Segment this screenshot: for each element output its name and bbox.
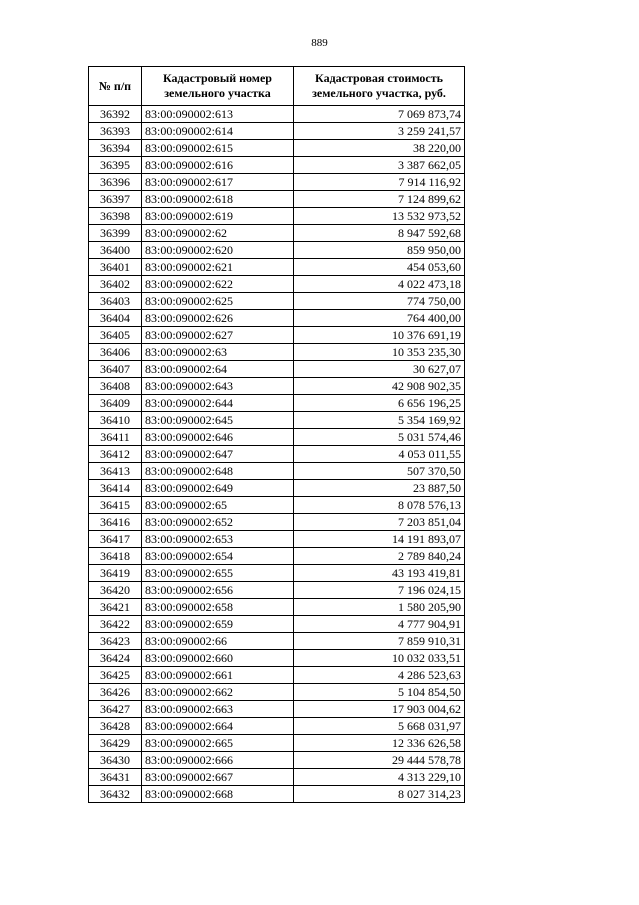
table-header-row: [89, 67, 465, 106]
row-number-cell: 36405: [89, 327, 142, 344]
cadastral-number-cell: 83:00:090002:627: [142, 327, 294, 344]
table-row: [89, 582, 465, 599]
cadastral-value-cell: 14 191 893,07: [294, 531, 465, 548]
row-number-cell: 36400: [89, 242, 142, 259]
row-number-cell: 36428: [89, 718, 142, 735]
cadastral-number-cell: 83:00:090002:660: [142, 650, 294, 667]
row-number-cell: 36407: [89, 361, 142, 378]
row-number-cell: 36414: [89, 480, 142, 497]
table-row: [89, 786, 465, 803]
cadastral-number-cell: 83:00:090002:63: [142, 344, 294, 361]
row-number-cell: 36418: [89, 548, 142, 565]
table-row: [89, 327, 465, 344]
row-number-cell: 36416: [89, 514, 142, 531]
row-number-cell: 36393: [89, 123, 142, 140]
row-number-cell: 36420: [89, 582, 142, 599]
cadastral-value-cell: 4 286 523,63: [294, 667, 465, 684]
row-number-cell: 36423: [89, 633, 142, 650]
table-row: [89, 531, 465, 548]
cadastral-number-cell: 83:00:090002:653: [142, 531, 294, 548]
cadastral-number-cell: 83:00:090002:620: [142, 242, 294, 259]
cadastral-number-cell: 83:00:090002:652: [142, 514, 294, 531]
row-number-cell: 36432: [89, 786, 142, 803]
cadastral-value-cell: 8 027 314,23: [294, 786, 465, 803]
cadastral-number-cell: 83:00:090002:647: [142, 446, 294, 463]
cadastral-value-cell: 3 387 662,05: [294, 157, 465, 174]
cadastral-number-cell: 83:00:090002:666: [142, 752, 294, 769]
table-row: [89, 378, 465, 395]
row-number-cell: 36424: [89, 650, 142, 667]
cadastral-value-cell: 3 259 241,57: [294, 123, 465, 140]
table-row: [89, 106, 465, 123]
table-row: [89, 701, 465, 718]
row-number-cell: 36431: [89, 769, 142, 786]
cadastral-number-cell: 83:00:090002:646: [142, 429, 294, 446]
row-number-cell: 36404: [89, 310, 142, 327]
cadastral-value-cell: 5 354 169,92: [294, 412, 465, 429]
cadastral-number-cell: 83:00:090002:664: [142, 718, 294, 735]
table-body: [89, 106, 465, 803]
cadastral-value-cell: 10 032 033,51: [294, 650, 465, 667]
cadastral-number-cell: 83:00:090002:659: [142, 616, 294, 633]
cadastral-value-cell: 7 196 024,15: [294, 582, 465, 599]
row-number-cell: 36399: [89, 225, 142, 242]
cadastral-value-cell: 2 789 840,24: [294, 548, 465, 565]
row-number-cell: 36396: [89, 174, 142, 191]
table-row: [89, 140, 465, 157]
cadastral-number-cell: 83:00:090002:64: [142, 361, 294, 378]
cadastral-value-cell: 7 069 873,74: [294, 106, 465, 123]
cadastral-value-cell: 4 777 904,91: [294, 616, 465, 633]
cadastral-number-cell: 83:00:090002:622: [142, 276, 294, 293]
cadastral-value-cell: 5 668 031,97: [294, 718, 465, 735]
cadastral-number-cell: 83:00:090002:668: [142, 786, 294, 803]
header-cadastral-value: Кадастровая стоимость земельного участка, руб.: [294, 67, 465, 106]
row-number-cell: 36419: [89, 565, 142, 582]
table-row: [89, 344, 465, 361]
cadastral-number-cell: 83:00:090002:644: [142, 395, 294, 412]
cadastral-value-cell: 507 370,50: [294, 463, 465, 480]
cadastral-number-cell: 83:00:090002:618: [142, 191, 294, 208]
cadastral-number-cell: 83:00:090002:654: [142, 548, 294, 565]
table-row: [89, 446, 465, 463]
table-row: [89, 242, 465, 259]
cadastral-number-cell: 83:00:090002:62: [142, 225, 294, 242]
cadastral-value-cell: 7 914 116,92: [294, 174, 465, 191]
table-row: [89, 548, 465, 565]
table-row: [89, 514, 465, 531]
row-number-cell: 36395: [89, 157, 142, 174]
cadastral-number-cell: 83:00:090002:655: [142, 565, 294, 582]
row-number-cell: 36429: [89, 735, 142, 752]
table-row: [89, 208, 465, 225]
table-row: [89, 463, 465, 480]
cadastral-number-cell: 83:00:090002:616: [142, 157, 294, 174]
cadastral-number-cell: 83:00:090002:648: [142, 463, 294, 480]
cadastral-value-cell: 43 193 419,81: [294, 565, 465, 582]
cadastral-value-cell: 29 444 578,78: [294, 752, 465, 769]
cadastral-value-cell: 12 336 626,58: [294, 735, 465, 752]
row-number-cell: 36402: [89, 276, 142, 293]
row-number-cell: 36412: [89, 446, 142, 463]
cadastral-value-cell: 13 532 973,52: [294, 208, 465, 225]
cadastral-value-cell: 23 887,50: [294, 480, 465, 497]
table-row: [89, 667, 465, 684]
table-row: [89, 497, 465, 514]
cadastral-value-cell: 17 903 004,62: [294, 701, 465, 718]
table-row: [89, 480, 465, 497]
table-row: [89, 412, 465, 429]
cadastral-value-cell: 42 908 902,35: [294, 378, 465, 395]
table-row: [89, 650, 465, 667]
table-row: [89, 259, 465, 276]
table-row: [89, 276, 465, 293]
cadastral-number-cell: 83:00:090002:625: [142, 293, 294, 310]
row-number-cell: 36422: [89, 616, 142, 633]
cadastral-value-cell: 6 656 196,25: [294, 395, 465, 412]
table-row: [89, 752, 465, 769]
table-row: [89, 395, 465, 412]
cadastral-value-cell: 774 750,00: [294, 293, 465, 310]
row-number-cell: 36403: [89, 293, 142, 310]
table-row: [89, 718, 465, 735]
cadastral-value-cell: 38 220,00: [294, 140, 465, 157]
cadastral-number-cell: 83:00:090002:613: [142, 106, 294, 123]
table-row: [89, 684, 465, 701]
cadastral-number-cell: 83:00:090002:663: [142, 701, 294, 718]
table-row: [89, 293, 465, 310]
cadastral-value-cell: 7 203 851,04: [294, 514, 465, 531]
row-number-cell: 36409: [89, 395, 142, 412]
header-cadastral-number: Кадастровый номер земельного участка: [142, 67, 294, 106]
cadastral-value-cell: 8 947 592,68: [294, 225, 465, 242]
cadastral-number-cell: 83:00:090002:658: [142, 599, 294, 616]
row-number-cell: 36417: [89, 531, 142, 548]
cadastral-value-cell: 4 313 229,10: [294, 769, 465, 786]
cadastral-value-table: [88, 66, 465, 803]
table-row: [89, 157, 465, 174]
row-number-cell: 36392: [89, 106, 142, 123]
cadastral-number-cell: 83:00:090002:66: [142, 633, 294, 650]
cadastral-value-cell: 7 124 899,62: [294, 191, 465, 208]
table-row: [89, 225, 465, 242]
cadastral-value-cell: 5 104 854,50: [294, 684, 465, 701]
cadastral-number-cell: 83:00:090002:667: [142, 769, 294, 786]
cadastral-value-cell: 7 859 910,31: [294, 633, 465, 650]
cadastral-number-cell: 83:00:090002:645: [142, 412, 294, 429]
cadastral-number-cell: 83:00:090002:65: [142, 497, 294, 514]
row-number-cell: 36410: [89, 412, 142, 429]
table-row: [89, 361, 465, 378]
table-row: [89, 123, 465, 140]
cadastral-value-cell: 5 031 574,46: [294, 429, 465, 446]
cadastral-number-cell: 83:00:090002:662: [142, 684, 294, 701]
cadastral-number-cell: 83:00:090002:656: [142, 582, 294, 599]
cadastral-value-cell: 764 400,00: [294, 310, 465, 327]
cadastral-number-cell: 83:00:090002:626: [142, 310, 294, 327]
cadastral-number-cell: 83:00:090002:621: [142, 259, 294, 276]
cadastral-value-cell: 30 627,07: [294, 361, 465, 378]
table-row: [89, 174, 465, 191]
cadastral-value-cell: 4 053 011,55: [294, 446, 465, 463]
row-number-cell: 36427: [89, 701, 142, 718]
row-number-cell: 36430: [89, 752, 142, 769]
cadastral-number-cell: 83:00:090002:643: [142, 378, 294, 395]
cadastral-number-cell: 83:00:090002:615: [142, 140, 294, 157]
cadastral-value-cell: 454 053,60: [294, 259, 465, 276]
row-number-cell: 36411: [89, 429, 142, 446]
cadastral-number-cell: 83:00:090002:665: [142, 735, 294, 752]
table-row: [89, 310, 465, 327]
row-number-cell: 36406: [89, 344, 142, 361]
cadastral-value-cell: 859 950,00: [294, 242, 465, 259]
cadastral-number-cell: 83:00:090002:617: [142, 174, 294, 191]
row-number-cell: 36394: [89, 140, 142, 157]
table-row: [89, 429, 465, 446]
row-number-cell: 36401: [89, 259, 142, 276]
table-row: [89, 633, 465, 650]
cadastral-number-cell: 83:00:090002:619: [142, 208, 294, 225]
table-row: [89, 769, 465, 786]
row-number-cell: 36397: [89, 191, 142, 208]
table-row: [89, 735, 465, 752]
table-row: [89, 565, 465, 582]
row-number-cell: 36413: [89, 463, 142, 480]
table-row: [89, 599, 465, 616]
row-number-cell: 36398: [89, 208, 142, 225]
page-number: 889: [311, 37, 328, 49]
cadastral-value-cell: 10 376 691,19: [294, 327, 465, 344]
table-row: [89, 616, 465, 633]
cadastral-number-cell: 83:00:090002:614: [142, 123, 294, 140]
row-number-cell: 36408: [89, 378, 142, 395]
row-number-cell: 36426: [89, 684, 142, 701]
cadastral-number-cell: 83:00:090002:661: [142, 667, 294, 684]
cadastral-number-cell: 83:00:090002:649: [142, 480, 294, 497]
table-row: [89, 191, 465, 208]
row-number-cell: 36425: [89, 667, 142, 684]
cadastral-value-cell: 4 022 473,18: [294, 276, 465, 293]
cadastral-value-cell: 8 078 576,13: [294, 497, 465, 514]
row-number-cell: 36415: [89, 497, 142, 514]
cadastral-value-cell: 1 580 205,90: [294, 599, 465, 616]
header-row-number: № п/п: [89, 67, 142, 106]
cadastral-value-cell: 10 353 235,30: [294, 344, 465, 361]
row-number-cell: 36421: [89, 599, 142, 616]
